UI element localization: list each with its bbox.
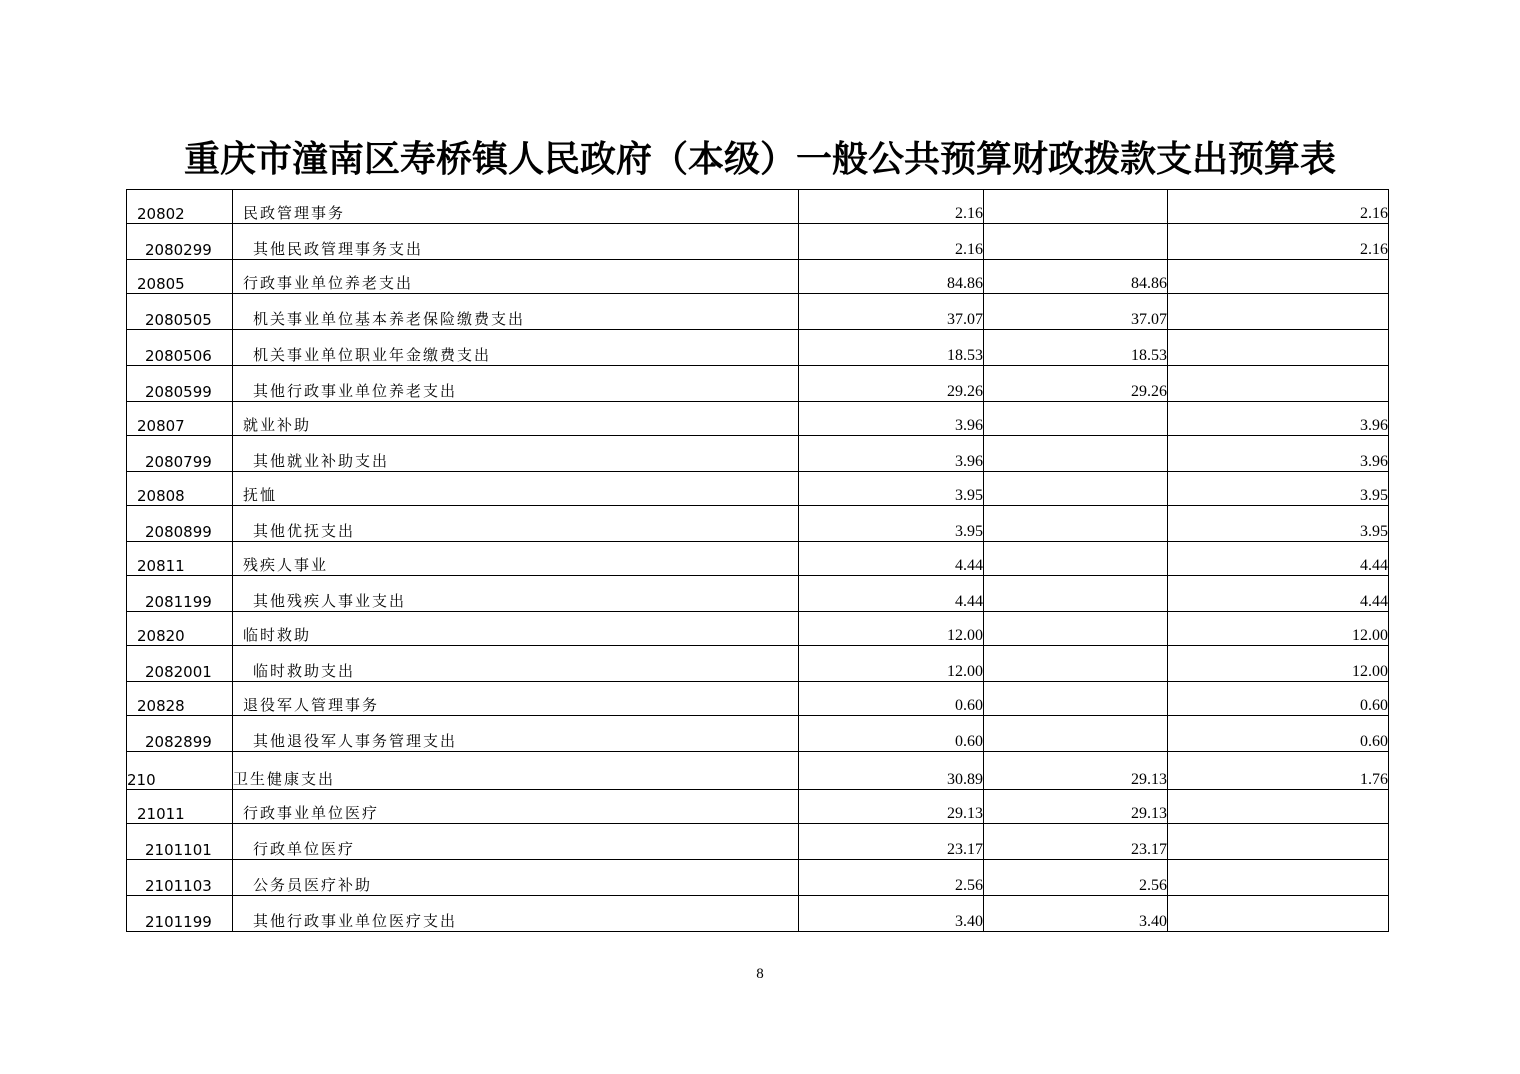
cell-code: 20811 [127,542,233,576]
cell-project: 0.60 [1168,716,1389,752]
cell-total: 4.44 [799,542,984,576]
cell-name: 卫生健康支出 [233,752,799,790]
cell-code: 2080799 [127,436,233,472]
table-row [127,790,1389,824]
cell-code: 2101101 [127,824,233,860]
cell-basic [984,224,1168,260]
table-row [127,330,1389,366]
cell-basic: 23.17 [984,824,1168,860]
table-row [127,860,1389,896]
cell-basic [984,646,1168,682]
cell-code: 2101199 [127,896,233,932]
cell-project: 4.44 [1168,542,1389,576]
cell-name: 其他就业补助支出 [233,436,799,472]
cell-total: 29.13 [799,790,984,824]
cell-code: 2080299 [127,224,233,260]
cell-name: 行政事业单位医疗 [233,790,799,824]
cell-total: 12.00 [799,646,984,682]
table-row [127,402,1389,436]
cell-project [1168,294,1389,330]
cell-name: 行政单位医疗 [233,824,799,860]
page-number: 8 [756,966,764,982]
cell-project [1168,860,1389,896]
table-row [127,542,1389,576]
cell-name: 临时救助 [233,612,799,646]
cell-basic: 18.53 [984,330,1168,366]
cell-name: 其他优抚支出 [233,506,799,542]
cell-basic [984,506,1168,542]
cell-project: 1.76 [1168,752,1389,790]
cell-basic [984,576,1168,612]
table-row [127,472,1389,506]
cell-basic [984,716,1168,752]
cell-total: 29.26 [799,366,984,402]
cell-basic: 84.86 [984,260,1168,294]
cell-project [1168,896,1389,932]
cell-basic: 29.26 [984,366,1168,402]
cell-project: 12.00 [1168,612,1389,646]
cell-total: 3.96 [799,402,984,436]
table-row [127,682,1389,716]
cell-code: 2082899 [127,716,233,752]
table-row [127,824,1389,860]
cell-total: 4.44 [799,576,984,612]
cell-code: 20808 [127,472,233,506]
cell-code: 2082001 [127,646,233,682]
table-row [127,260,1389,294]
cell-total: 2.16 [799,224,984,260]
cell-total: 30.89 [799,752,984,790]
cell-total: 2.56 [799,860,984,896]
cell-name: 抚恤 [233,472,799,506]
cell-basic [984,190,1168,224]
page-title: 重庆市潼南区寿桥镇人民政府（本级）一般公共预算财政拨款支出预算表 [183,138,1336,180]
cell-total: 84.86 [799,260,984,294]
cell-name: 其他残疾人事业支出 [233,576,799,612]
cell-project [1168,366,1389,402]
cell-basic: 29.13 [984,752,1168,790]
cell-basic [984,436,1168,472]
budget-table-body [127,190,1389,932]
cell-name: 其他退役军人事务管理支出 [233,716,799,752]
cell-code: 2080599 [127,366,233,402]
cell-basic: 3.40 [984,896,1168,932]
cell-total: 12.00 [799,612,984,646]
cell-total: 0.60 [799,716,984,752]
cell-name: 就业补助 [233,402,799,436]
cell-name: 机关事业单位基本养老保险缴费支出 [233,294,799,330]
table-row [127,506,1389,542]
table-row [127,716,1389,752]
cell-project: 4.44 [1168,576,1389,612]
table-row [127,366,1389,402]
budget-table [126,189,1389,932]
cell-project [1168,260,1389,294]
cell-name: 公务员医疗补助 [233,860,799,896]
cell-total: 18.53 [799,330,984,366]
table-row [127,896,1389,932]
table-row [127,752,1389,790]
cell-project: 0.60 [1168,682,1389,716]
cell-total: 3.96 [799,436,984,472]
cell-code: 2081199 [127,576,233,612]
cell-basic: 37.07 [984,294,1168,330]
cell-name: 其他行政事业单位养老支出 [233,366,799,402]
cell-project: 3.95 [1168,472,1389,506]
cell-name: 行政事业单位养老支出 [233,260,799,294]
cell-total: 2.16 [799,190,984,224]
cell-code: 2101103 [127,860,233,896]
cell-basic: 2.56 [984,860,1168,896]
cell-total: 37.07 [799,294,984,330]
cell-basic [984,682,1168,716]
table-row [127,612,1389,646]
cell-code: 21011 [127,790,233,824]
cell-project: 2.16 [1168,190,1389,224]
cell-project [1168,824,1389,860]
table-row [127,436,1389,472]
cell-code: 20828 [127,682,233,716]
cell-name: 其他行政事业单位医疗支出 [233,896,799,932]
table-row [127,294,1389,330]
cell-total: 0.60 [799,682,984,716]
cell-name: 机关事业单位职业年金缴费支出 [233,330,799,366]
cell-code: 2080506 [127,330,233,366]
cell-project: 2.16 [1168,224,1389,260]
cell-basic [984,612,1168,646]
cell-project: 3.96 [1168,402,1389,436]
cell-code: 20805 [127,260,233,294]
cell-project [1168,330,1389,366]
cell-name: 其他民政管理事务支出 [233,224,799,260]
cell-code: 2080505 [127,294,233,330]
cell-total: 23.17 [799,824,984,860]
cell-project: 3.95 [1168,506,1389,542]
cell-basic [984,542,1168,576]
cell-code: 2080899 [127,506,233,542]
cell-project: 3.96 [1168,436,1389,472]
table-row [127,190,1389,224]
cell-name: 临时救助支出 [233,646,799,682]
cell-name: 残疾人事业 [233,542,799,576]
cell-name: 退役军人管理事务 [233,682,799,716]
cell-code: 20802 [127,190,233,224]
cell-code: 20820 [127,612,233,646]
table-row [127,224,1389,260]
cell-code: 210 [127,752,233,790]
cell-total: 3.40 [799,896,984,932]
cell-name: 民政管理事务 [233,190,799,224]
cell-basic [984,402,1168,436]
cell-project [1168,790,1389,824]
table-row [127,646,1389,682]
cell-project: 12.00 [1168,646,1389,682]
cell-total: 3.95 [799,472,984,506]
cell-basic [984,472,1168,506]
table-row [127,576,1389,612]
cell-total: 3.95 [799,506,984,542]
cell-code: 20807 [127,402,233,436]
cell-basic: 29.13 [984,790,1168,824]
